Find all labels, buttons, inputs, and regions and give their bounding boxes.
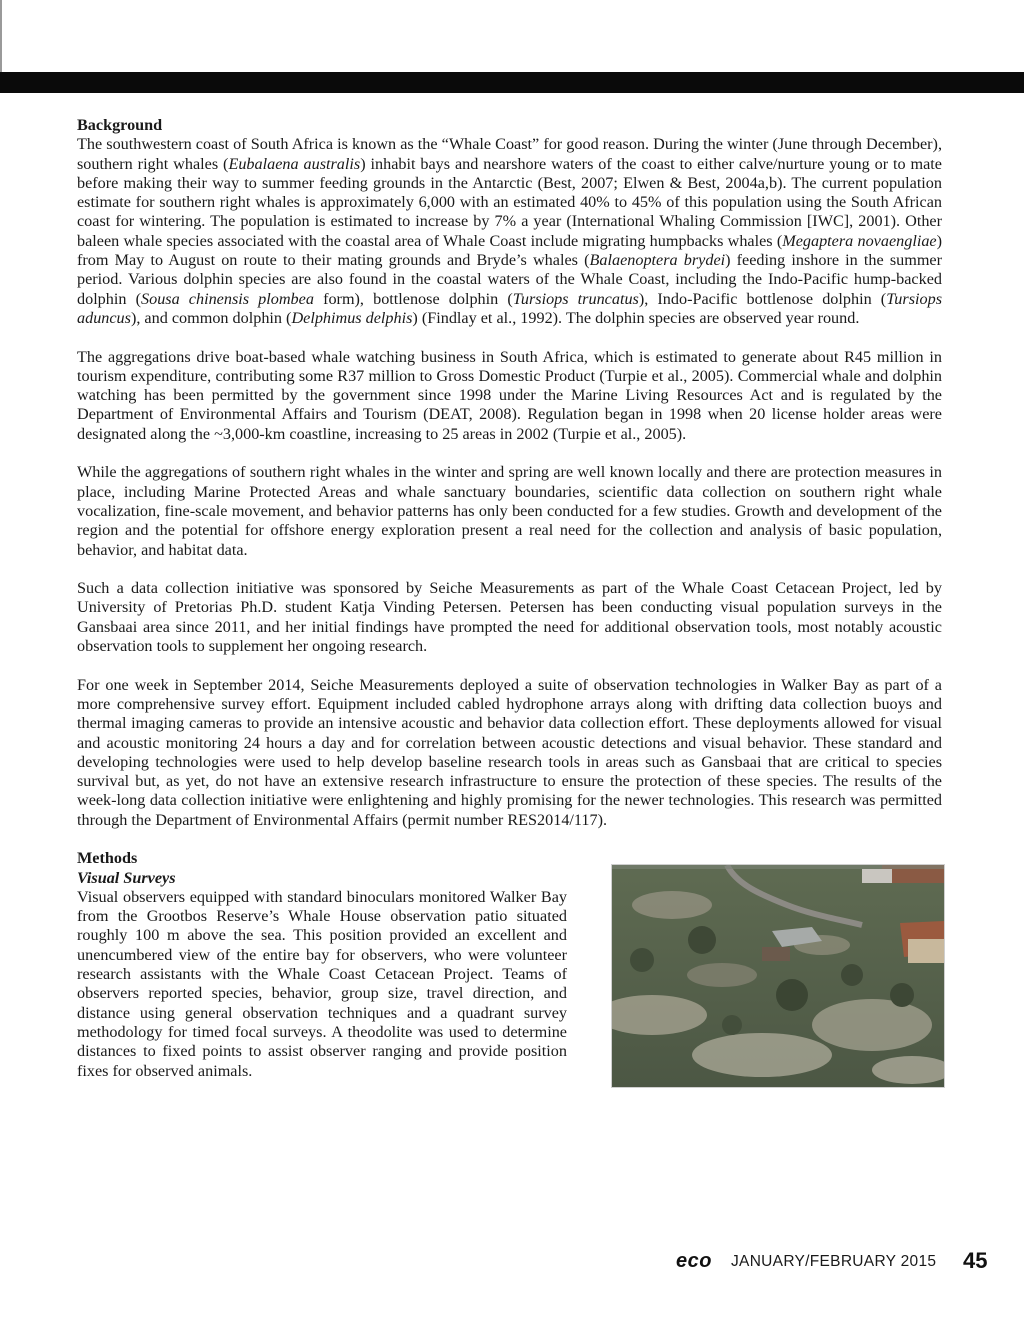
methods-heading: Methods: [77, 849, 138, 868]
background-paragraph-4: Such a data collection initiative was sponsored by Seiche Measurements as part of the Whale Coast Cetacean Project, led by University of Pretorias Ph.D. student Katja Vinding Petersen. Petersen has been conducting visual population surveys in the Gansbaai area since 2011, and her initial findings have prompted the need for additional observation tools, most notably acoustic observation tools to supplement her ongoing research.: [77, 579, 942, 656]
page-edge-line: [0, 0, 2, 72]
aerial-photo-coastal-houses: [611, 864, 945, 1088]
page-footer: [0, 1245, 1024, 1275]
footer-issue-date: JANUARY/FEBRUARY 2015: [731, 1253, 937, 1270]
background-paragraph-3: While the aggregations of southern right whales in the winter and spring are well known locally and there are protection measures in place, including Marine Protected Areas and whale sanctuary boundaries, scientific data collection on southern right whale vocalization, fine-scale movement, and behavior patterns has only been conducted for a few studies. Growth and development of the region and the potential for offshore energy exploration present a real need for the collection and analysis of basic population, behavior, and habitat data.: [77, 463, 942, 559]
species-name: Tursiops truncatus: [512, 289, 639, 308]
methods-text-column: [77, 849, 567, 1081]
species-name: Megaptera novaengliae: [782, 231, 937, 250]
species-name: Sousa chinensis plombea: [141, 289, 314, 308]
species-name: Eubalaena australis: [228, 154, 361, 173]
background-paragraph-5: For one week in September 2014, Seiche Measurements deployed a suite of observation technologies in Walker Bay as part of a more comprehensive survey effort. Equipment included cabled hydrophone arrays along with drifting data collection buoys and thermal imaging cameras to provide an intensive acoustic and behavior data collection effort. These deployments allowed for visual and acoustic monitoring 24 hours a day and for correlation between acoustic detections and visual behavior. These standard and developing technologies were used to help develop baseline research tools in areas such as Gansbaai that are critical to species survival but, as yet, do not have an extensive research infrastructure to ensure the protection of these species. The results of the week-long data collection initiative were enlightening and highly promising for the newer technologies. This research was permitted through the Department of Environmental Affairs (permit number RES2014/117).: [77, 675, 942, 829]
page-number: 45: [963, 1248, 988, 1273]
footer-brand-logo: eco: [676, 1250, 712, 1272]
visual-surveys-subheading: Visual Surveys: [77, 868, 176, 887]
species-name: Delphimus delphis: [291, 308, 413, 327]
background-heading: Background: [77, 116, 163, 134]
species-name: Tursiops aduncus: [77, 289, 942, 327]
aerial-photo-illustration: [612, 865, 944, 1087]
visual-surveys-paragraph: Visual observers equipped with standard binoculars monitored Walker Bay from the Grootbos Reserve’s Whale House observation patio situated roughly 100 m above the sea. This position provided an excellent and unencumbered view of the entire bay for observers, who were volunteer research assistants with the Whale Coast Cetacean Project. Teams of observers reported species, behavior, group size, travel direction, and distance using general observation techniques and a quadrant survey methodology for timed focal surveys. A theodolite was used to determine distances to fixed points to assist observer ranging and provide position fixes for observed animals.: [77, 887, 567, 1080]
methods-section: [77, 849, 942, 1081]
background-paragraph-2: The aggregations drive boat-based whale watching business in South Africa, which is estimated to generate about R45 million in tourism expenditure, contributing some R37 million to Gross Domestic Product (Turpie et al., 2005). Commercial whale and dolphin watching has been permitted by the government since 1998 under the Marine Living Resources Act and is regulated by the Department of Environmental Affairs and Tourism (DEAT, 2008). Regulation began in 1998 when 20 license holder areas were designated along the ~3,000-km coastline, increasing to 25 areas in 2002 (Turpie et al., 2005).: [77, 347, 942, 443]
species-name: Balaenoptera brydei: [589, 251, 726, 270]
header-bar: [0, 72, 1024, 93]
background-paragraph-1: The southwestern coast of South Africa is known as the “Whale Coast” for good reason. During the winter (June through December), southern right whales (Eubalaena australis) inhabit bays and nearshore waters of the coast to either calve/nurture young or to mate before making their way to summer feeding grounds in the Antarctic (Best, 2007; Elwen & Best, 2004a,b). The current population estimate for southern right whales is approximately 6,000 with an estimated 40% to 45% of this population using the South African coast for wintering. The population is estimated to increase by 7% a year (International Whaling Commission [IWC], 2001). Other baleen whale species associated with the coastal area of Whale Coast include migrating humpbacks whales (Megaptera novaengliae) from May to August on route to their mating grounds and Bryde’s whales (Balaenoptera brydei) feeding inshore in the summer period. Various dolphin species are also found in the coastal waters of the Whale Coast, including the Indo-Pacific hump-backed dolphin (Sousa chinensis plombea form), bottlenose dolphin (Tursiops truncatus), Indo-Pacific bottlenose dolphin (Tursiops aduncus), and common dolphin (Delphimus delphis) (Findlay et al., 1992). The dolphin species are observed year round.: [77, 135, 942, 327]
article-body: [77, 116, 942, 1081]
